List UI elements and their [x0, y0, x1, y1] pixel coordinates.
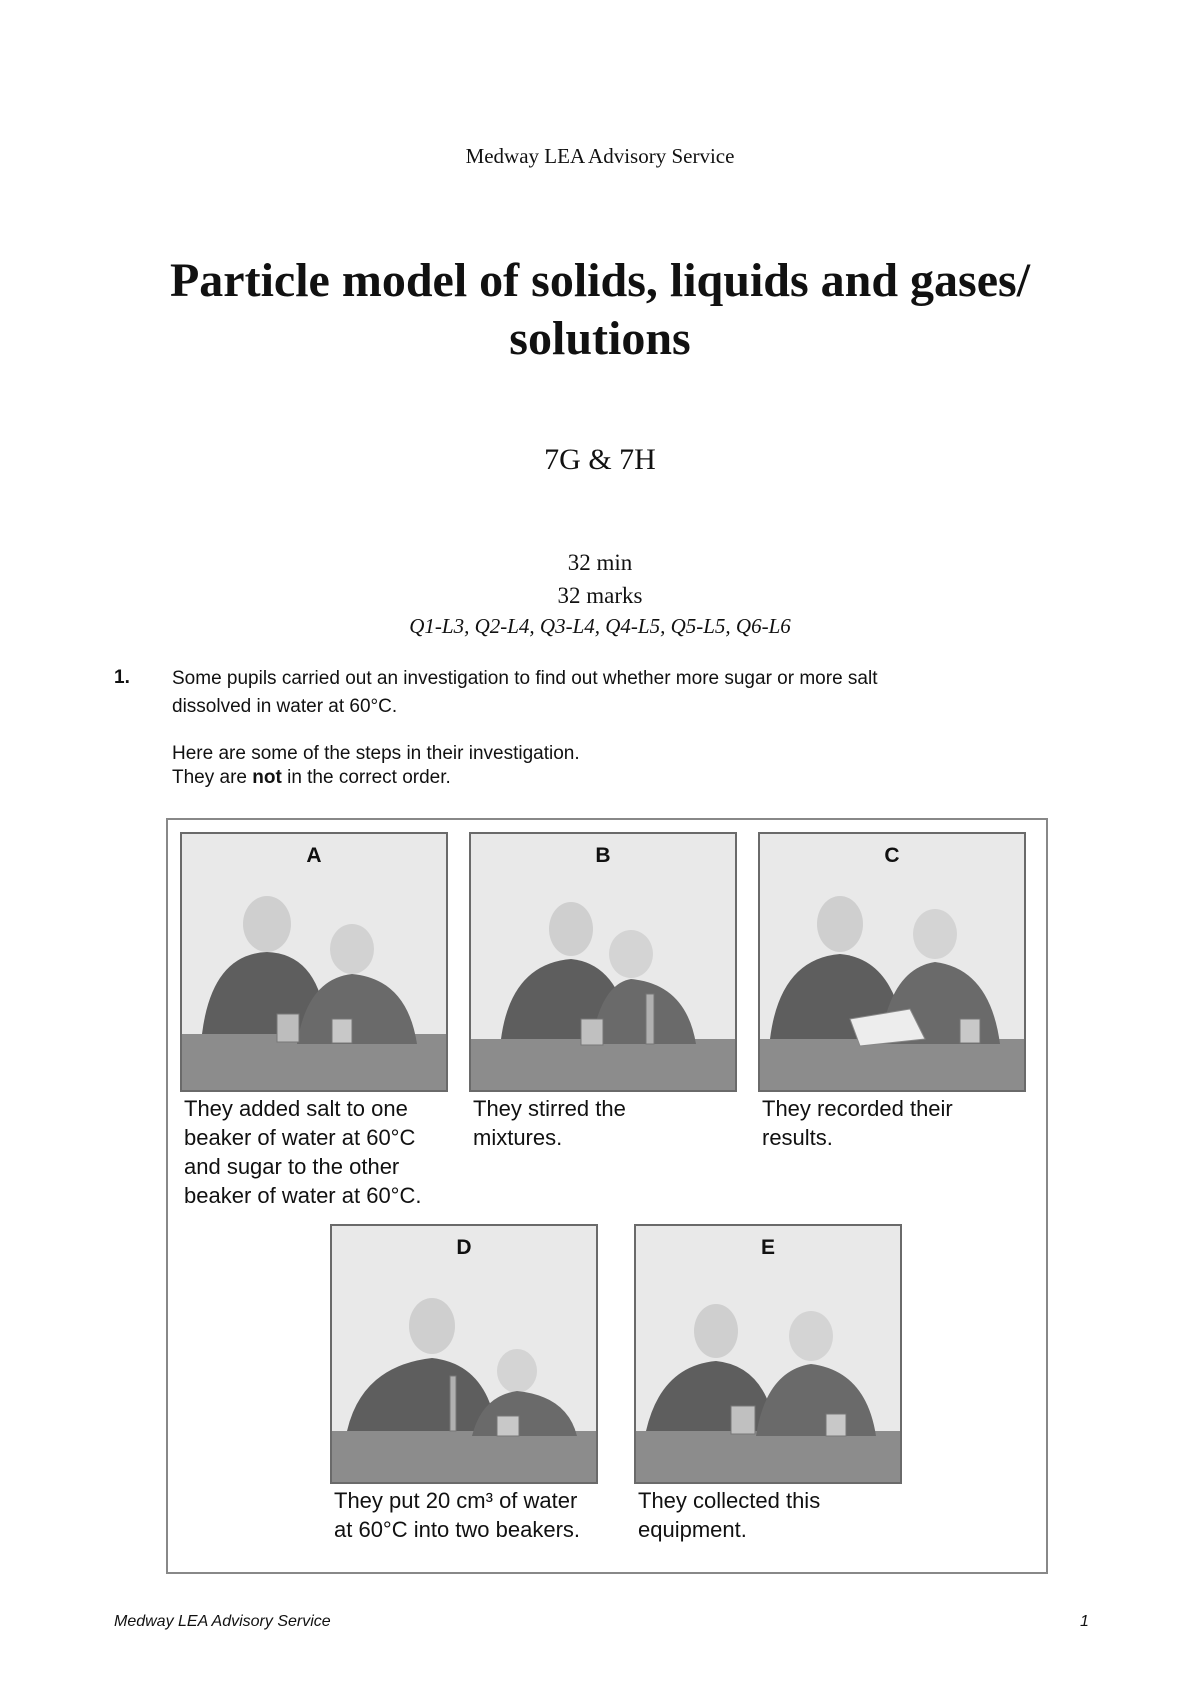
footer-org: Medway LEA Advisory Service [114, 1613, 331, 1630]
step-photo-a [180, 832, 448, 1092]
line4-bold: not [252, 767, 282, 788]
header-org: Medway LEA Advisory Service [465, 144, 735, 168]
caption-line: They put 20 cm³ of water [334, 1488, 578, 1513]
step-caption-a [180, 1094, 448, 1210]
levels-label: Q1-L3, Q2-L4, Q3-L4, Q4-L5, Q5-L5, Q6-L6 [409, 614, 791, 638]
step-letter-d: D [456, 1236, 472, 1259]
step-letter-e: E [760, 1236, 775, 1259]
duration-label: 32 min [567, 550, 633, 575]
question-text-line-2: dissolved in water at 60°C. [172, 696, 398, 717]
step-photo-e [634, 1224, 902, 1484]
step-panel-d [330, 1224, 598, 1544]
step-photo-c [758, 832, 1026, 1092]
caption-line: mixtures. [473, 1125, 563, 1150]
caption-line: beaker of water at 60°C [184, 1125, 416, 1150]
marks-label: 32 marks [557, 583, 643, 608]
step-caption-c [758, 1094, 1026, 1152]
pupils-photo-icon [760, 834, 1024, 1090]
step-caption-d [330, 1486, 598, 1544]
step-panel-a [180, 832, 448, 1210]
title-line-1: Particle model of solids, liquids and gases/ [169, 254, 1031, 307]
line4-pre: They are [172, 767, 253, 788]
pupils-photo-icon [471, 834, 735, 1090]
caption-line: They stirred the [473, 1096, 626, 1121]
caption-line: and sugar to the other [184, 1154, 400, 1179]
caption-line: equipment. [638, 1517, 747, 1542]
page-title [80, 252, 1120, 368]
step-letter-b: B [595, 844, 611, 867]
step-photo-d [330, 1224, 598, 1484]
caption-line: results. [762, 1125, 833, 1150]
step-panel-e [634, 1224, 902, 1544]
step-panel-b [469, 832, 737, 1152]
caption-line: They added salt to one [184, 1096, 408, 1121]
pupils-photo-icon [182, 834, 446, 1090]
pupils-photo-icon [636, 1226, 900, 1482]
pupils-photo-icon [332, 1226, 596, 1482]
caption-line: beaker of water at 60°C. [184, 1183, 422, 1208]
title-line-2: solutions [509, 312, 691, 365]
step-panel-c [758, 832, 1026, 1152]
caption-line: at 60°C into two beakers. [334, 1517, 581, 1542]
page-number: 1 [1080, 1613, 1089, 1630]
line4-post: in the correct order. [281, 767, 451, 788]
question-text-line-4 [172, 766, 1032, 790]
step-caption-b [469, 1094, 737, 1152]
caption-line: They recorded their [762, 1096, 953, 1121]
step-letter-a: A [306, 844, 322, 867]
step-caption-e [634, 1486, 902, 1544]
caption-line: They collected this [638, 1488, 821, 1513]
question-text-line-1: Some pupils carried out an investigation to find out whether more sugar or more salt [172, 668, 878, 689]
units-label: 7G & 7H [544, 443, 656, 476]
steps-figure [166, 818, 1048, 1574]
step-photo-b [469, 832, 737, 1092]
question-number: 1. [114, 667, 130, 688]
question-text-line-3: Here are some of the steps in their investigation. [172, 743, 580, 764]
step-letter-c: C [884, 844, 900, 867]
